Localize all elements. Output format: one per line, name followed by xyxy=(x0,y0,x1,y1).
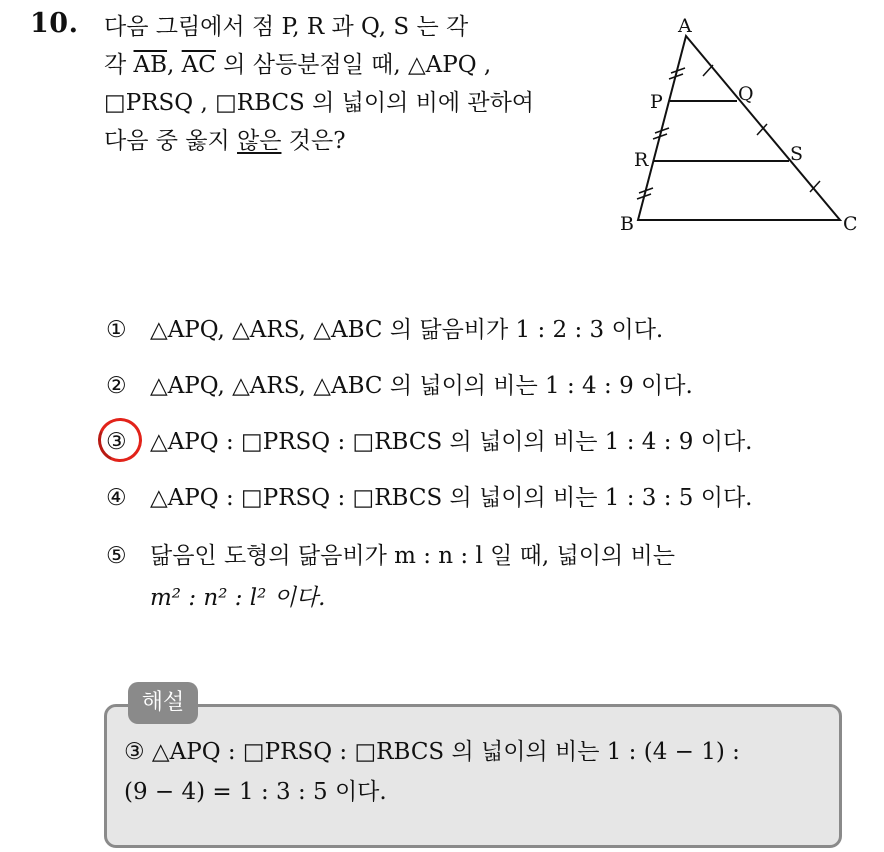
question-stem xyxy=(104,8,584,160)
option-3-text: △APQ : □PRSQ : □RBCS 의 넓이의 비는 1 : 4 : 9 이다. xyxy=(150,429,753,455)
option-2[interactable] xyxy=(106,368,693,404)
stem-line-3: □PRSQ , □RBCS 의 넓이의 비에 관하여 xyxy=(104,90,535,116)
question-number: 10. xyxy=(30,8,79,39)
option-5-continuation: m² : n² : l² 이다. xyxy=(150,585,326,611)
option-5[interactable] xyxy=(106,538,675,574)
stem-line-2: 각 $\overline{AB}$, $\overline{AC}$ 의 삼등분점일 때, △APQ , xyxy=(104,52,492,78)
stem-line-4: 다음 중 옳지 않은 것은? xyxy=(104,128,346,154)
label-r: R xyxy=(634,149,649,171)
option-5-number: ⑤ xyxy=(106,543,127,569)
segment-ac: $\overline{AC}$ xyxy=(181,52,216,78)
option-2-text: △APQ, △ARS, △ABC 의 넓이의 비는 1 : 4 : 9 이다. xyxy=(150,373,693,399)
label-c: C xyxy=(843,213,858,235)
option-1-text: △APQ, △ARS, △ABC 의 닮음비가 1 : 2 : 3 이다. xyxy=(150,317,664,343)
label-a: A xyxy=(678,18,692,37)
label-b: B xyxy=(620,213,634,235)
emphasis-not: 않은 xyxy=(237,128,282,154)
solution-tag: 해설 xyxy=(128,682,198,724)
label-q: Q xyxy=(738,83,754,105)
solution-text xyxy=(124,732,828,812)
solution-line-2: (9 − 4) = 1 : 3 : 5 이다. xyxy=(124,779,387,805)
selected-answer-circle xyxy=(92,412,148,468)
option-3[interactable] xyxy=(106,424,753,460)
label-s: S xyxy=(790,143,804,165)
solution-line-1: ③ △APQ : □PRSQ : □RBCS 의 넓이의 비는 1 : (4 − 1) : xyxy=(124,739,740,765)
option-1-number: ① xyxy=(106,317,127,343)
option-1[interactable] xyxy=(106,312,663,348)
option-4-text: △APQ : □PRSQ : □RBCS 의 넓이의 비는 1 : 3 : 5 이다. xyxy=(150,485,753,511)
triangle-figure xyxy=(600,18,870,243)
segment-ab: $\overline{AB}$ xyxy=(133,52,168,78)
label-p: P xyxy=(650,91,663,113)
stem-line-1: 다음 그림에서 점 P, R 과 Q, S 는 각 xyxy=(104,14,469,40)
option-5-text: 닮음인 도형의 닮음비가 m : n : l 일 때, 넓이의 비는 xyxy=(150,543,675,569)
option-3-number: ③ xyxy=(106,424,150,460)
option-2-number: ② xyxy=(106,373,127,399)
option-4[interactable] xyxy=(106,480,753,516)
equal-tick-marks xyxy=(637,65,820,199)
option-4-number: ④ xyxy=(106,485,127,511)
